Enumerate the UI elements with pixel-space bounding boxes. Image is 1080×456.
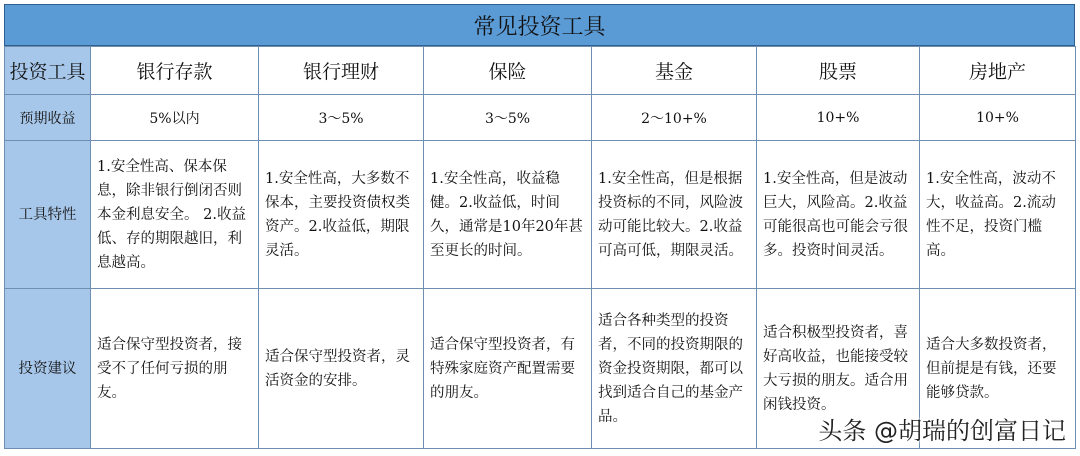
table-row-features [5, 141, 1076, 289]
features-cell: 1.安全性高、保本保息，除非银行倒闭否则本金利息安全。 2.收益低、存的期限越旧，利息越高。 [91, 141, 259, 289]
yield-cell: 10+% [920, 95, 1076, 141]
features-cell: 1.安全性高，但是波动巨大，风险高。2.收益可能很高也可能会亏很多。投资时间灵活。 [757, 141, 920, 289]
advice-cell: 适合大多数投资者，但前提是有钱，还要能够贷款。 [920, 289, 1076, 449]
yield-cell: 10+% [757, 95, 920, 141]
yield-cell: 2～10+% [592, 95, 757, 141]
features-cell: 1.安全性高，但是根据投资标的不同，风险波动可能比较大。2.收益可高可低，期限灵活。 [592, 141, 757, 289]
table-title: 常见投资工具 [4, 4, 1075, 46]
advice-cell: 适合积极型投资者，喜好高收益，也能接受较大亏损的朋友。适合用闲钱投资。 [757, 289, 920, 449]
column-header-real-estate: 房地产 [920, 47, 1076, 95]
row-label-features: 工具特性 [5, 141, 91, 289]
column-header-fund: 基金 [592, 47, 757, 95]
column-header-bank-deposit: 银行存款 [91, 47, 259, 95]
header-label: 投资工具 [5, 47, 91, 95]
investment-tools-table [4, 46, 1076, 449]
table-row-yield [5, 95, 1076, 141]
row-label-advice: 投资建议 [5, 289, 91, 449]
features-cell: 1.安全性高，收益稳健。2.收益低，时间久，通常是10年20年甚至更长的时间。 [424, 141, 592, 289]
row-label-yield: 预期收益 [5, 95, 91, 141]
features-cell: 1.安全性高，波动不大，收益高。2.流动性不足，投资门槛高。 [920, 141, 1076, 289]
column-header-stock: 股票 [757, 47, 920, 95]
advice-cell: 适合保守型投资者，灵活资金的安排。 [259, 289, 424, 449]
advice-cell: 适合保守型投资者，有特殊家庭资产配置需要的朋友。 [424, 289, 592, 449]
header-row [5, 47, 1076, 95]
yield-cell: 3～5% [424, 95, 592, 141]
advice-cell: 适合各种类型的投资者，不同的投资期限的资金投资期限，都可以找到适合自己的基金产品。 [592, 289, 757, 449]
yield-cell: 3～5% [259, 95, 424, 141]
features-cell: 1.安全性高，大多数不保本，主要投资债权类资产。2.收益低，期限灵活。 [259, 141, 424, 289]
watermark: 头条 @胡瑞的创富日记 [818, 417, 1066, 445]
column-header-bank-wealth: 银行理财 [259, 47, 424, 95]
advice-cell: 适合保守型投资者，接受不了任何亏损的朋友。 [91, 289, 259, 449]
column-header-insurance: 保险 [424, 47, 592, 95]
yield-cell: 5%以内 [91, 95, 259, 141]
